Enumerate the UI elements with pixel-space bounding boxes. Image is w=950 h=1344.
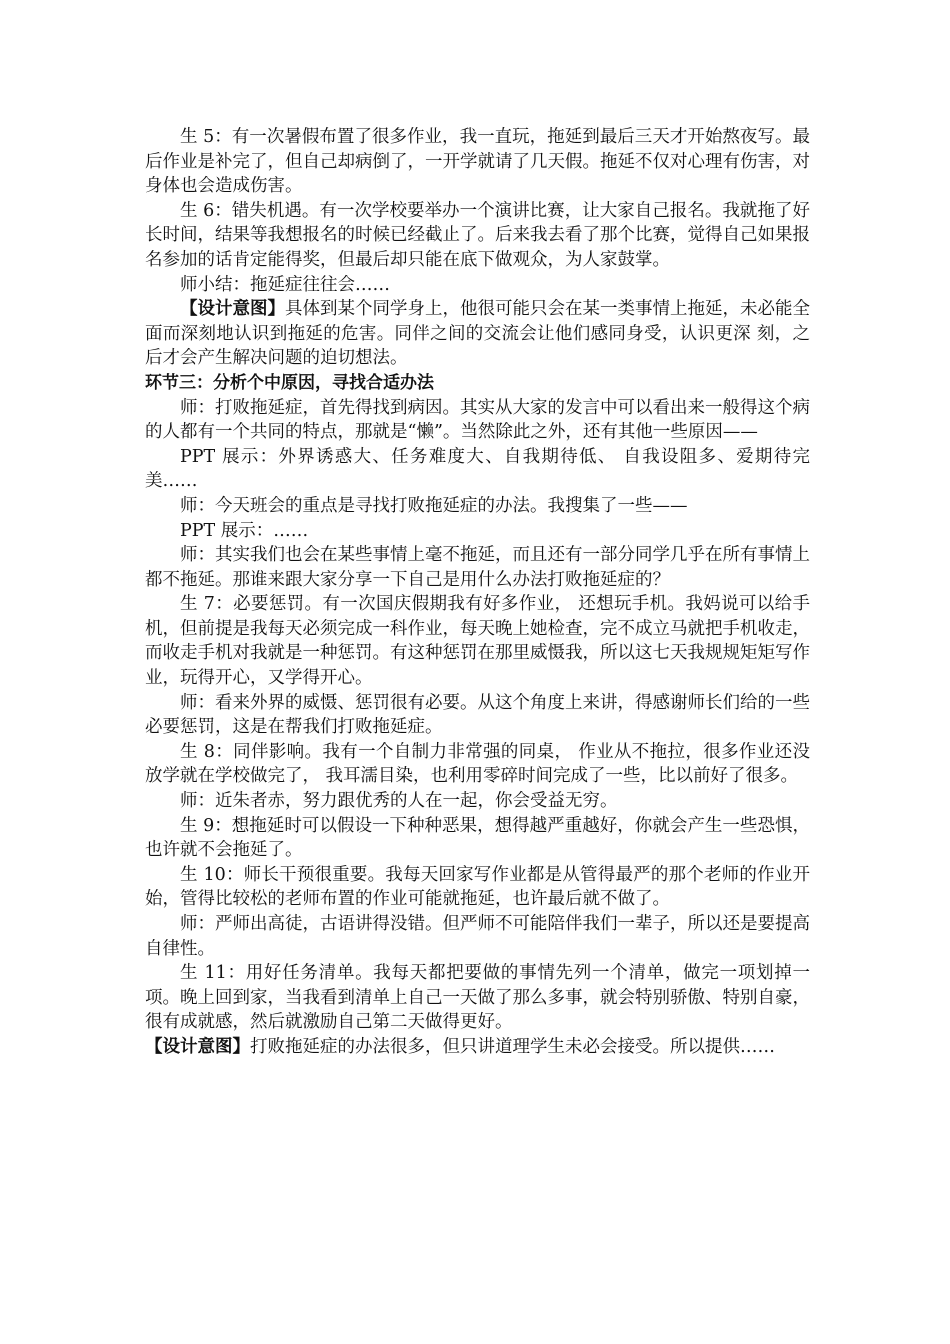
student-7-paragraph: 生 7：必要惩罚。有一次国庆假期我有好多作业， 还想玩手机。我妈说可以给手机，但前提是我每天必须完成一科作业，每天晚上她检查，完不成立马就把手机收走，而收走手机对我就是一种惩罚。有这种惩罚在那里威慑我，所以这七天我规规矩矩写作业，玩得开心，又学得开心。 [145,594,810,689]
student-11-paragraph: 生 11：用好任务清单。我每天都把要做的事情先列一个清单，做完一项划掉一项。晚上回到家，当我看到清单上自己一天做了那么多事，就会特别骄傲、特别自豪，很有成就感，然后就激励自己第二天做得更好。 [145,963,810,1033]
teacher-response-3-paragraph: 师：严师出高徒，古语讲得没错。但严师不可能陪伴我们一辈子，所以还是要提高自律性。 [145,914,810,959]
document-page [145,125,810,1060]
teacher-response-1-paragraph: 师：看来外界的威慑、惩罚很有必要。从这个角度上来讲，得感谢师长们给的一些必要惩罚，这是在帮我们打败拖延症。 [145,692,810,738]
design-intent-paragraph-1 [145,297,810,371]
teacher-summary-paragraph: 师小结：拖延症往往会…… [180,274,390,295]
design-intent-tag: 【设计意图】 [145,1036,250,1057]
design-intent-text: 具体到某个同学身上，他很可能只会在某一类事情上拖延，未必能全面而深刻地认识到拖延的危害。同伴之间的交流会让他们感同身受，认识更深 刻，之后才会产生解决问题的迫切想法。 [145,299,810,369]
ppt-show-paragraph: PPT 展示：…… [180,520,309,541]
section-heading: 环节三：分析个中原因，寻找合适办法 [145,372,434,393]
student-8-paragraph: 生 8：同伴影响。我有一个自制力非常强的同桌， 作业从不拖拉，很多作业还没放学就在学校做完了， 我耳濡目染，也利用零碎时间完成了一些，比以前好了很多。 [145,741,810,787]
student-6-paragraph: 生 6：错失机遇。有一次学校要举办一个演讲比赛，让大家自己报名。我就拖了好长时间，结果等我想报名的时候已经截止了。后来我去看了那个比赛，觉得自己如果报名参加的话肯定能得奖，但最后却只能在底下做观众，为人家鼓掌。 [145,200,810,270]
student-10-paragraph: 生 10：师长干预很重要。我每天回家写作业都是从管得最严的那个老师的作业开始，管得比较松的老师布置的作业可能就拖延，也许最后就不做了。 [145,864,810,910]
ppt-causes-paragraph: PPT 展示：外界诱惑大、任务难度大、自我期待低、 自我设阻多、爱期待完美…… [145,446,810,492]
teacher-question-paragraph: 师：其实我们也会在某些事情上毫不拖延，而且还有一部分同学几乎在所有事情上都不拖延。那谁来跟大家分享一下自己是用什么办法打败拖延症的？ [145,545,810,590]
teacher-focus-paragraph: 师：今天班会的重点是寻找打败拖延症的办法。我搜集了一些—— [180,495,688,516]
design-intent-tag: 【设计意图】 [180,299,285,320]
student-9-paragraph: 生 9：想拖延时可以假设一下种种恶果，想得越严重越好，你就会产生一些恐惧，也许就不会拖延了。 [145,815,810,861]
teacher-cause-paragraph: 师：打败拖延症，首先得找到病因。其实从大家的发言中可以看出来一般得这个病的人都有一个共同的特点，那就是“懒”。当然除此之外，还有其他一些原因—— [145,397,810,443]
design-intent-text: 打败拖延症的办法很多，但只讲道理学生未必会接受。所以提供…… [250,1036,775,1057]
design-intent-paragraph-2 [145,1035,810,1060]
teacher-response-2-paragraph: 师：近朱者赤，努力跟优秀的人在一起，你会受益无穷。 [180,791,618,812]
student-5-paragraph: 生 5：有一次暑假布置了很多作业，我一直玩，拖延到最后三天才开始熬夜写。最后作业是补完了，但自己却病倒了，一开学就请了几天假。拖延不仅对心理有伤害，对身体也会造成伤害。 [145,127,810,197]
